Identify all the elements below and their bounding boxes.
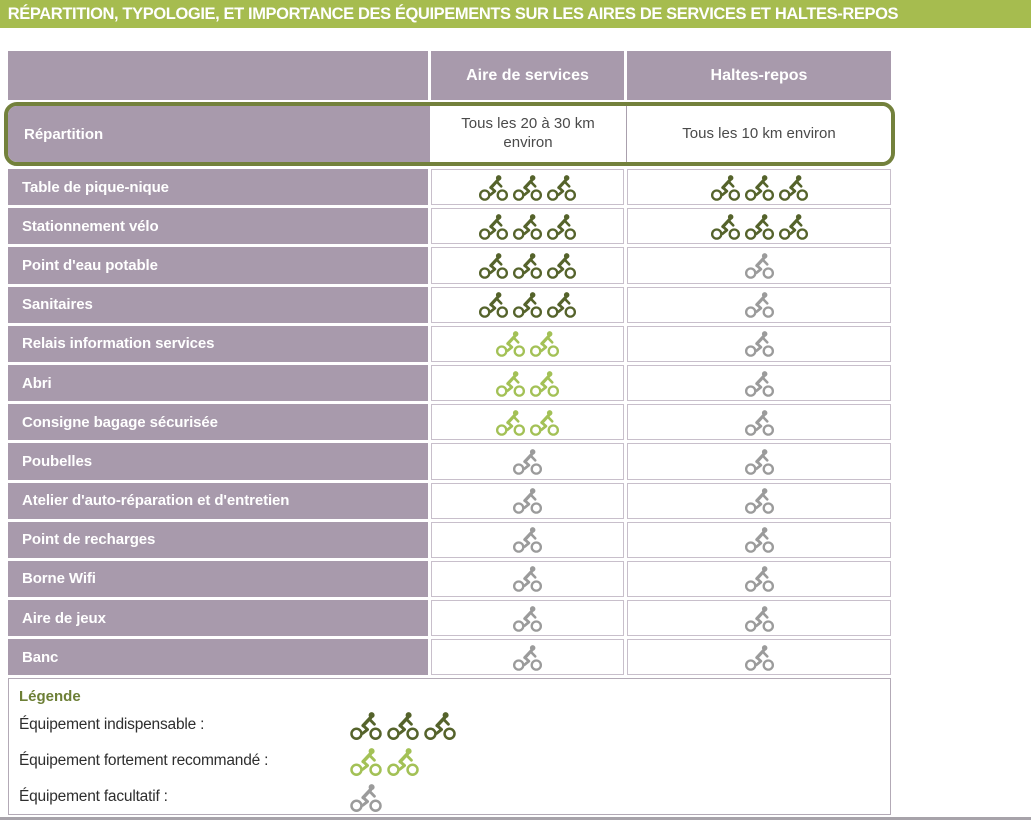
cyclist-icon xyxy=(529,370,560,397)
cyclist-icon xyxy=(512,526,543,553)
rating-cell-aire-de-services xyxy=(431,326,624,362)
legend xyxy=(8,678,891,815)
repartition-highlight-box xyxy=(4,102,895,166)
repartition-value-aire-de-services: Tous les 20 à 30 km environ xyxy=(430,106,626,162)
row-label: Table de pique-nique xyxy=(8,169,428,205)
table-row xyxy=(8,208,891,244)
table-row xyxy=(8,483,891,519)
header-cell-haltes-repos: Haltes-repos xyxy=(627,51,891,100)
rating-cell-haltes-repos xyxy=(627,169,891,205)
row-label: Point d'eau potable xyxy=(8,247,428,283)
rating-cell-aire-de-services xyxy=(431,522,624,558)
cyclist-icon xyxy=(744,565,775,592)
legend-item-icons xyxy=(349,711,457,740)
cyclist-icon xyxy=(495,370,526,397)
cyclist-icon xyxy=(512,174,543,201)
cyclist-icon xyxy=(512,291,543,318)
cyclist-icon xyxy=(529,330,560,357)
legend-item xyxy=(19,779,890,815)
cyclist-icon xyxy=(744,291,775,318)
rating-cell-aire-de-services xyxy=(431,600,624,636)
cyclist-icon xyxy=(744,487,775,514)
rating-cell-haltes-repos xyxy=(627,600,891,636)
cyclist-icon xyxy=(529,409,560,436)
rating-cell-haltes-repos xyxy=(627,365,891,401)
cyclist-icon xyxy=(495,330,526,357)
equipment-table xyxy=(8,51,891,815)
row-label: Consigne bagage sécurisée xyxy=(8,404,428,440)
cyclist-icon xyxy=(512,213,543,240)
cyclist-icon xyxy=(478,174,509,201)
cyclist-icon xyxy=(710,174,741,201)
cyclist-icon xyxy=(778,213,809,240)
rating-cell-haltes-repos xyxy=(627,443,891,479)
rating-cell-haltes-repos xyxy=(627,639,891,675)
table-row xyxy=(8,169,891,205)
rating-cell-aire-de-services xyxy=(431,247,624,283)
legend-item-label: Équipement fortement recommandé : xyxy=(19,752,269,770)
legend-item xyxy=(19,743,890,779)
cyclist-icon xyxy=(546,291,577,318)
rating-cell-aire-de-services xyxy=(431,287,624,323)
cyclist-icon xyxy=(744,448,775,475)
cyclist-icon xyxy=(478,252,509,279)
rating-cell-aire-de-services xyxy=(431,639,624,675)
row-label: Stationnement vélo xyxy=(8,208,428,244)
cyclist-icon xyxy=(512,448,543,475)
cyclist-icon xyxy=(546,174,577,201)
rating-cell-aire-de-services xyxy=(431,443,624,479)
header-cell-empty xyxy=(8,51,428,100)
cyclist-icon xyxy=(744,252,775,279)
cyclist-icon xyxy=(512,487,543,514)
table-row xyxy=(8,365,891,401)
cyclist-icon xyxy=(710,213,741,240)
rating-cell-haltes-repos xyxy=(627,561,891,597)
table-row xyxy=(8,561,891,597)
page-title: RÉPARTITION, TYPOLOGIE, ET IMPORTANCE DES ÉQUIPEMENTS SUR LES AIRES DE SERVICES ET HALTES-REPOS xyxy=(7,4,899,23)
legend-item xyxy=(19,707,890,743)
legend-item-icons xyxy=(349,747,420,776)
row-label: Banc xyxy=(8,639,428,675)
rating-cell-aire-de-services xyxy=(431,208,624,244)
cyclist-icon xyxy=(349,783,383,812)
row-label: Atelier d'auto-réparation et d'entretien xyxy=(8,483,428,519)
cyclist-icon xyxy=(744,213,775,240)
legend-title: Légende xyxy=(19,688,81,706)
table-row xyxy=(8,522,891,558)
rating-cell-haltes-repos xyxy=(627,287,891,323)
rating-cell-aire-de-services xyxy=(431,561,624,597)
table-row xyxy=(8,600,891,636)
row-label: Point de recharges xyxy=(8,522,428,558)
rating-cell-aire-de-services xyxy=(431,483,624,519)
cyclist-icon xyxy=(744,526,775,553)
repartition-value-haltes-repos: Tous les 10 km environ xyxy=(626,106,891,162)
rating-cell-haltes-repos xyxy=(627,208,891,244)
rating-cell-haltes-repos xyxy=(627,483,891,519)
cyclist-icon xyxy=(744,370,775,397)
cyclist-icon xyxy=(744,330,775,357)
rating-cell-aire-de-services xyxy=(431,169,624,205)
cyclist-icon xyxy=(423,711,457,740)
cyclist-icon xyxy=(349,711,383,740)
cyclist-icon xyxy=(744,644,775,671)
cyclist-icon xyxy=(512,252,543,279)
cyclist-icon xyxy=(744,409,775,436)
cyclist-icon xyxy=(778,174,809,201)
cyclist-icon xyxy=(546,252,577,279)
cyclist-icon xyxy=(546,213,577,240)
row-label: Relais information services xyxy=(8,326,428,362)
table-row xyxy=(8,443,891,479)
cyclist-icon xyxy=(512,565,543,592)
cyclist-icon xyxy=(478,291,509,318)
equipment-rows xyxy=(8,169,891,675)
cyclist-icon xyxy=(744,605,775,632)
cyclist-icon xyxy=(478,213,509,240)
cyclist-icon xyxy=(349,747,383,776)
table-row xyxy=(8,287,891,323)
cyclist-icon xyxy=(744,174,775,201)
table-row xyxy=(8,404,891,440)
cyclist-icon xyxy=(386,747,420,776)
title-bar xyxy=(0,0,1031,28)
rating-cell-haltes-repos xyxy=(627,326,891,362)
rating-cell-aire-de-services xyxy=(431,404,624,440)
row-label: Borne Wifi xyxy=(8,561,428,597)
table-row xyxy=(8,326,891,362)
legend-items xyxy=(19,707,890,815)
row-label: Poubelles xyxy=(8,443,428,479)
row-label-repartition: Répartition xyxy=(8,106,430,162)
header-cell-aire-de-services: Aire de services xyxy=(431,51,624,100)
rating-cell-aire-de-services xyxy=(431,365,624,401)
rating-cell-haltes-repos xyxy=(627,522,891,558)
legend-item-label: Équipement indispensable : xyxy=(19,716,205,734)
legend-item-label: Équipement facultatif : xyxy=(19,788,168,806)
cyclist-icon xyxy=(386,711,420,740)
cyclist-icon xyxy=(512,605,543,632)
table-header-row xyxy=(8,51,891,100)
bottom-divider xyxy=(0,817,1031,820)
table-row xyxy=(8,639,891,675)
row-label: Aire de jeux xyxy=(8,600,428,636)
row-label: Sanitaires xyxy=(8,287,428,323)
rating-cell-haltes-repos xyxy=(627,404,891,440)
cyclist-icon xyxy=(512,644,543,671)
row-label: Abri xyxy=(8,365,428,401)
legend-item-icons xyxy=(349,783,383,812)
cyclist-icon xyxy=(495,409,526,436)
table-row xyxy=(8,247,891,283)
rating-cell-haltes-repos xyxy=(627,247,891,283)
